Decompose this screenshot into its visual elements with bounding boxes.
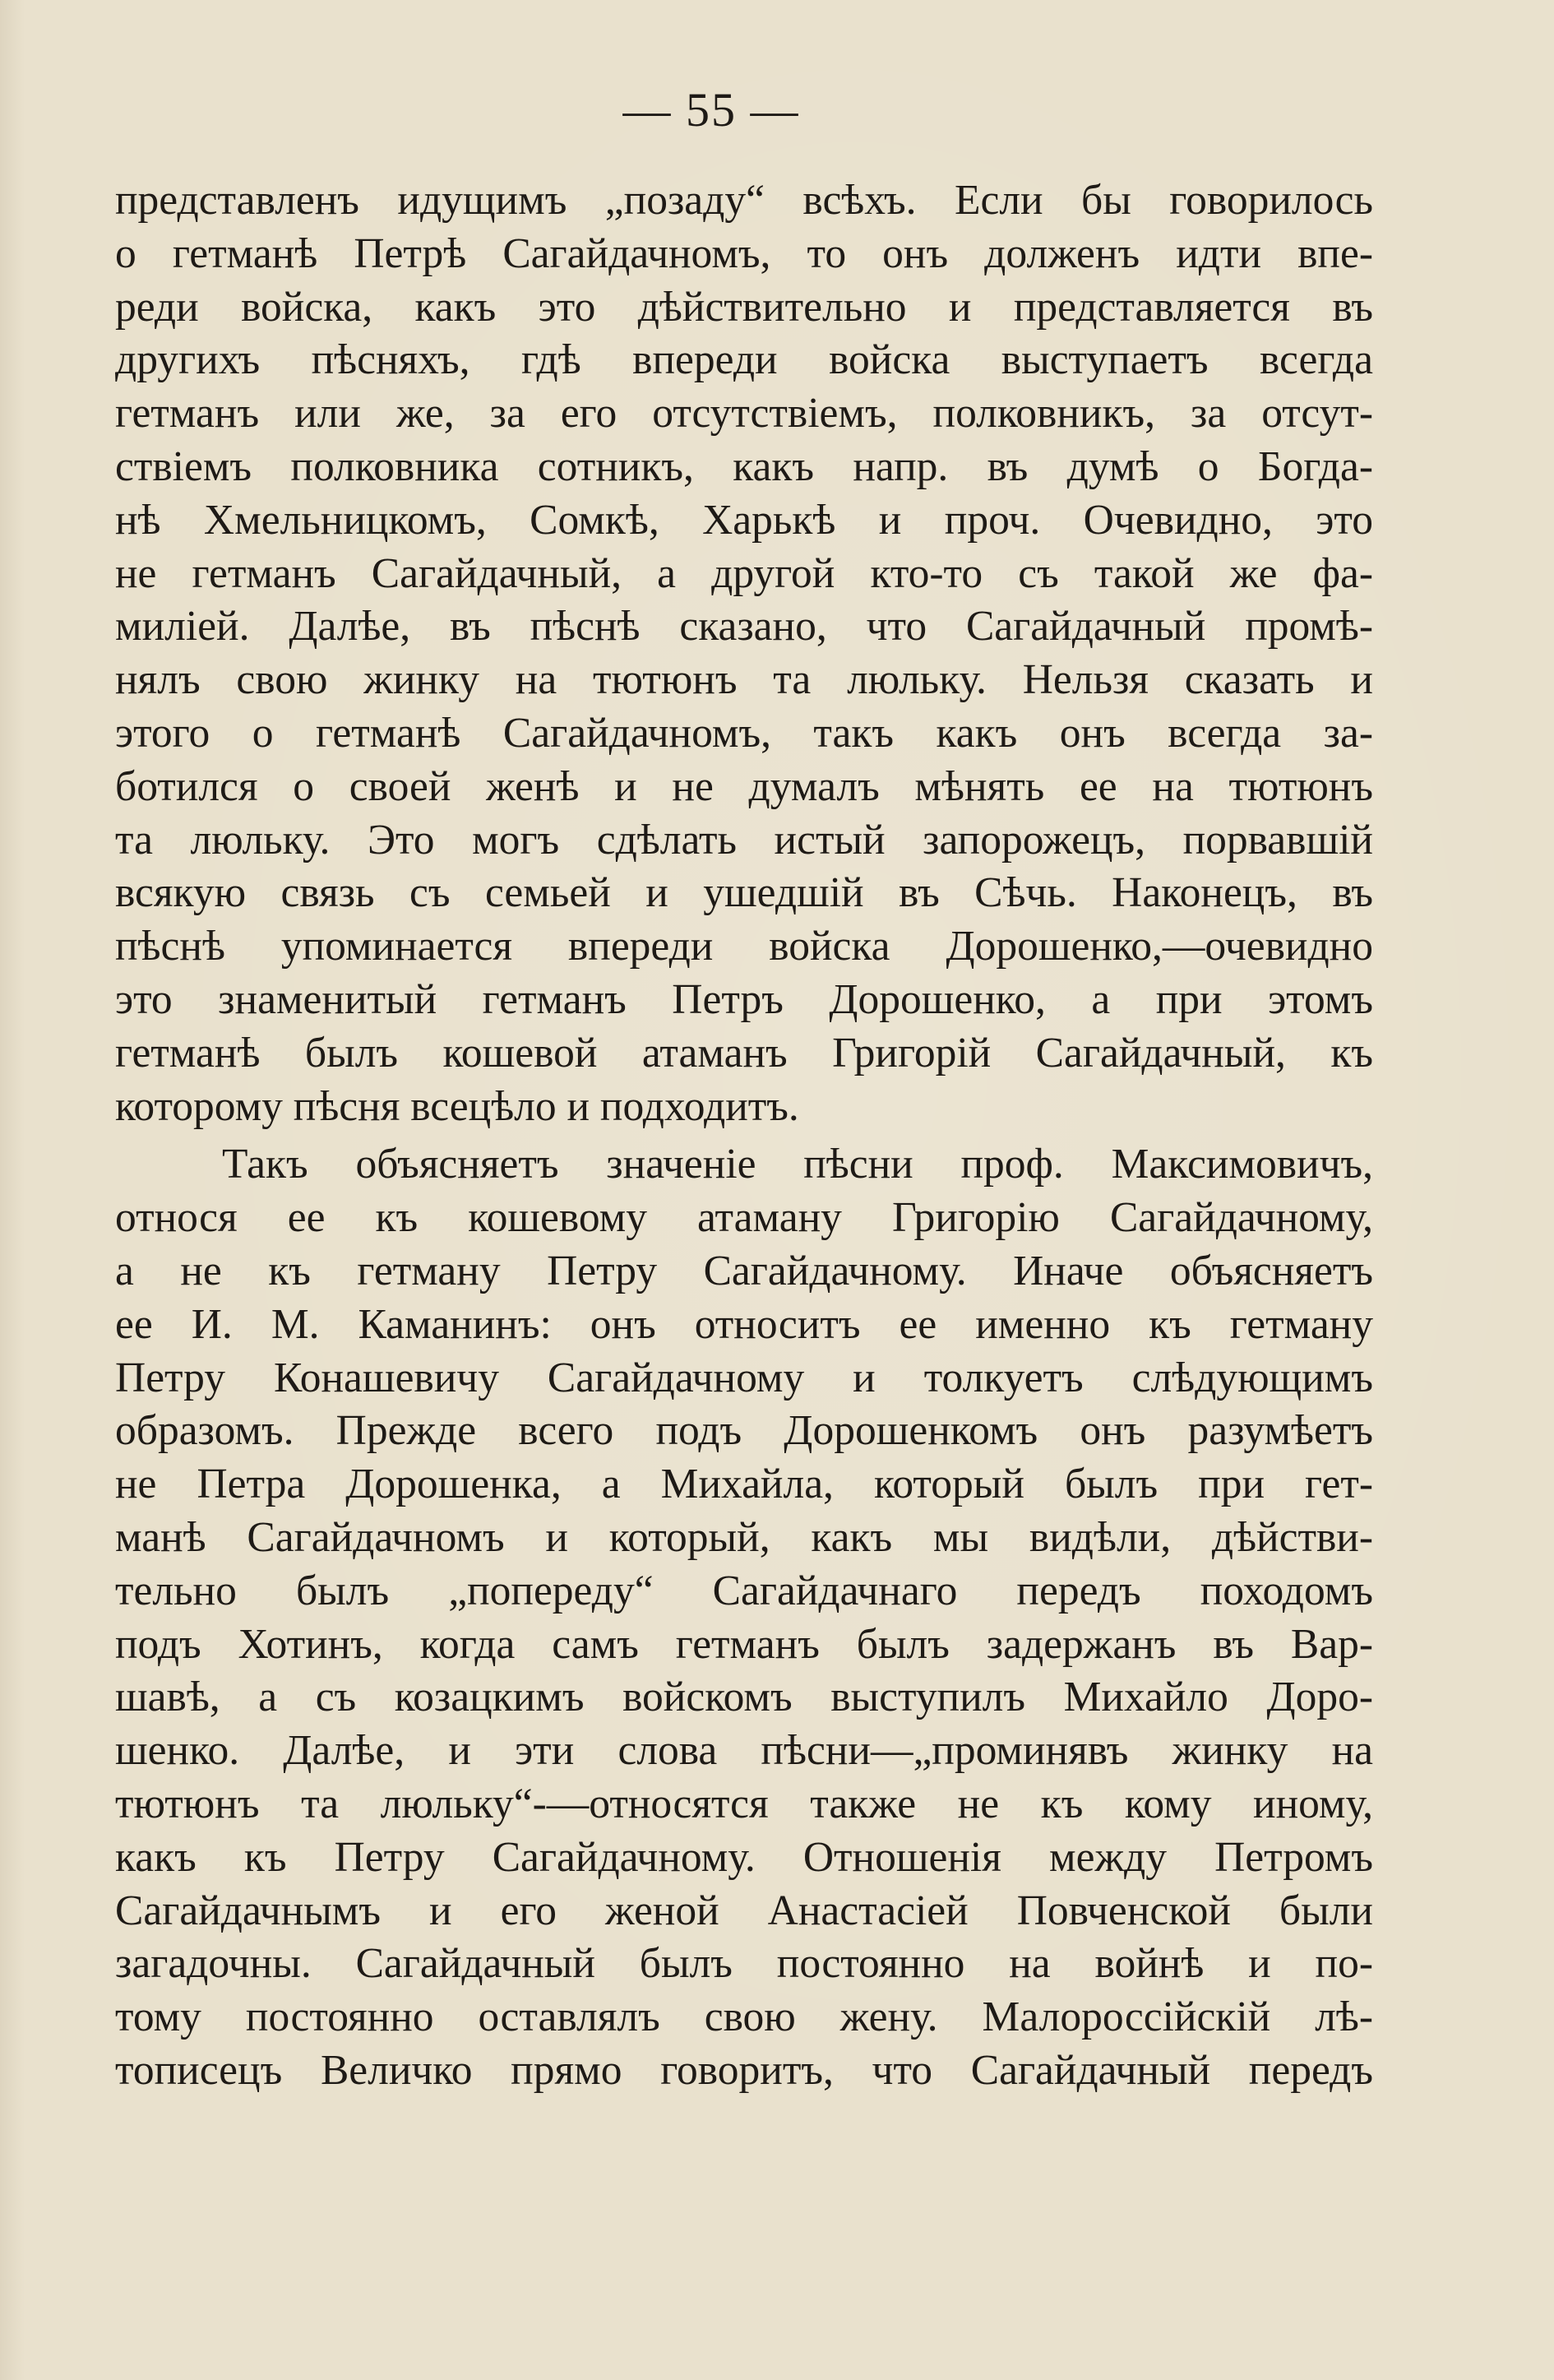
text-line: тому постоянно оставлялъ свою жену. Малороссійскій лѣ- [115, 1993, 1373, 2041]
page-number: — 55 — [622, 83, 800, 137]
text-line: шенко. Далѣе, и эти слова пѣсни—„проминявъ жинку на [115, 1727, 1373, 1775]
text-line: тельно былъ „попереду“ Сагайдачнаго передъ походомъ [115, 1567, 1373, 1614]
text-line: Петру Конашевичу Сагайдачному и толкуетъ слѣдующимъ [115, 1354, 1373, 1401]
text-line: ботился о своей женѣ и не думалъ мѣнять ее на тютюнъ [115, 762, 1373, 810]
text-line: манѣ Сагайдачномъ и который, какъ мы видѣли, дѣйстви- [115, 1513, 1373, 1561]
text-line: это знаменитый гетманъ Петръ Дорошенко, а при этомъ [115, 975, 1373, 1023]
text-line: не гетманъ Сагайдачный, а другой кто-то съ такой же фа- [115, 549, 1373, 597]
text-line: ствіемъ полковника сотникъ, какъ напр. въ думѣ о Богда- [115, 442, 1373, 490]
text-line: гетманѣ былъ кошевой атаманъ Григорій Сагайдачный, къ [115, 1029, 1373, 1077]
text-line: представленъ идущимъ „позаду“ всѣхъ. Если бы говорилось [115, 177, 1373, 224]
text-line: а не къ гетману Петру Сагайдачному. Иначе объясняетъ [115, 1247, 1373, 1294]
text-line: миліей. Далѣе, въ пѣснѣ сказано, что Сагайдачный промѣ- [115, 603, 1373, 651]
text-line: тютюнъ та люльку“-—относятся также не къ кому иному, [115, 1780, 1373, 1827]
text-line: Такъ объясняетъ значеніе пѣсни проф. Максимовичъ, [222, 1141, 1373, 1188]
text-line: которому пѣсня всецѣло и подходитъ. [115, 1082, 799, 1130]
text-line: та люльку. Это могъ сдѣлать истый запорожецъ, порвавшій [115, 816, 1373, 864]
text-line: тописецъ Величко прямо говоритъ, что Сагайдачный передъ [115, 2046, 1373, 2094]
text-line: всякую связь съ семьей и ушедшій въ Сѣчь. Наконецъ, въ [115, 869, 1373, 917]
text-line: другихъ пѣсняхъ, гдѣ впереди войска выступаетъ всегда [115, 336, 1373, 384]
text-line: пѣснѣ упоминается впереди войска Дорошенко,—очевидно [115, 923, 1373, 970]
text-line: ее И. М. Каманинъ: онъ относитъ ее именно къ гетману [115, 1300, 1373, 1348]
text-line: не Петра Дорошенка, а Михайла, который былъ при гет- [115, 1461, 1373, 1508]
text-line: подъ Хотинъ, когда самъ гетманъ былъ задержанъ въ Вар- [115, 1620, 1373, 1668]
text-line: образомъ. Прежде всего подъ Дорошенкомъ онъ разумѣетъ [115, 1407, 1373, 1455]
text-body [115, 174, 1373, 2098]
text-line: о гетманѣ Петрѣ Сагайдачномъ, то онъ долженъ идти впе- [115, 229, 1373, 277]
text-line: шавѣ, а съ козацкимъ войскомъ выступилъ Михайло Доро- [115, 1674, 1373, 1721]
text-line: нялъ свою жинку на тютюнъ та люльку. Нельзя сказать и [115, 656, 1373, 704]
text-line: Сагайдачнымъ и его женой Анастасіей Повченской были [115, 1887, 1373, 1934]
text-line: какъ къ Петру Сагайдачному. Отношенія между Петромъ [115, 1833, 1373, 1881]
text-line: относя ее къ кошевому атаману Григорію Сагайдачному, [115, 1194, 1373, 1242]
text-line: этого о гетманѣ Сагайдачномъ, такъ какъ онъ всегда за- [115, 709, 1373, 757]
paragraph-1 [115, 174, 1373, 1133]
text-line: загадочны. Сагайдачный былъ постоянно на войнѣ и по- [115, 1940, 1373, 1988]
text-line: реди войска, какъ это дѣйствительно и представляется въ [115, 283, 1373, 331]
paragraph-2 [115, 1138, 1373, 2097]
text-line: нѣ Хмельницкомъ, Сомкѣ, Харькѣ и проч. Очевидно, это [115, 496, 1373, 544]
text-line: гетманъ или же, за его отсутствіемъ, полковникъ, за отсут- [115, 390, 1373, 438]
